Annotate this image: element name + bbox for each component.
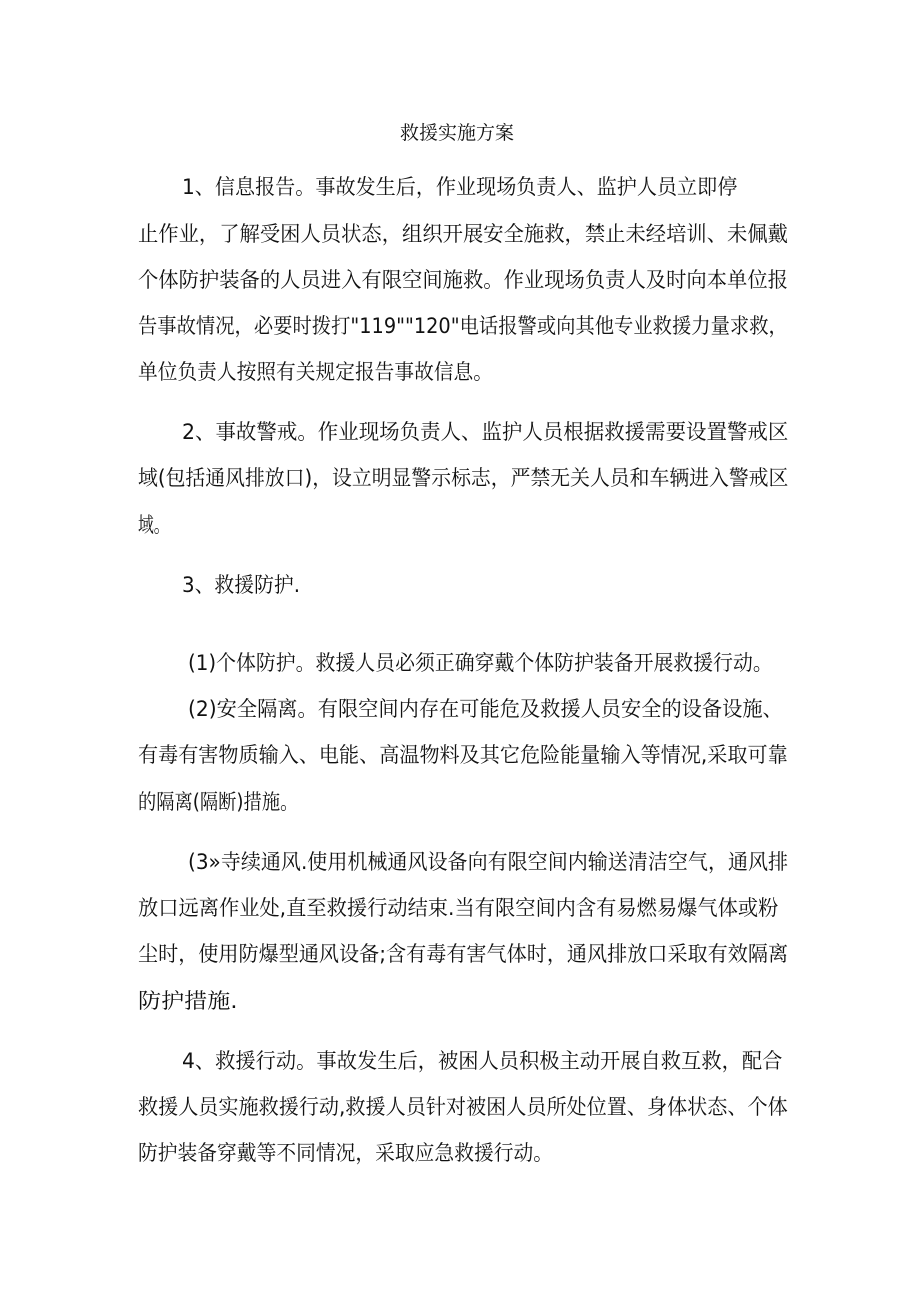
paragraph-line: 放口远离作业处,直至救援行动结束.当有限空间内含有易燃易爆气体或粉 bbox=[138, 896, 779, 920]
paragraph-line: 防护措施. bbox=[138, 989, 238, 1013]
paragraph-line: 单位负责人按照有关规定报告事故信息。 bbox=[138, 360, 493, 384]
document-title: 救援实施方案 bbox=[400, 122, 515, 144]
paragraph-line: 4、救援行动。事故发生后，被困人员积极主动开展自救互救，配合 bbox=[182, 1049, 783, 1073]
paragraph-line: 防护装备穿戴等不同情况，采取应急救援行动。 bbox=[138, 1141, 553, 1165]
section-heading: 3、救援防护. bbox=[182, 573, 301, 597]
paragraph-line: 个体防护装备的人员进入有限空间施救。作业现场负责人及时向本单位报 bbox=[138, 268, 788, 292]
paragraph-line: (3»寺续通风.使用机械通风设备向有限空间内输送清洁空气，通风排 bbox=[188, 850, 789, 874]
paragraph-line: 域。 bbox=[138, 513, 170, 537]
paragraph-line: 的隔离(隔断)措施。 bbox=[138, 790, 299, 814]
paragraph-line: 告事故情况，必要时拨打"119""120"电话报警或向其他专业救援力量求救， bbox=[138, 314, 788, 338]
paragraph-line: 2、事故警戒。作业现场负责人、监护人员根据救援需要设置警戒区 bbox=[182, 420, 789, 444]
paragraph-line: 1、信息报告。事故发生后，作业现场负责人、监护人员立即停 bbox=[182, 175, 738, 199]
paragraph-line: 域(包括通风排放口)，设立明显警示标志，严禁无关人员和车辆进入警戒区 bbox=[138, 466, 789, 490]
paragraph-line: 止作业，了解受困人员状态，组织开展安全施救，禁止未经培训、未佩戴 bbox=[138, 222, 788, 246]
paragraph-line: (2)安全隔离。有限空间内存在可能危及救援人员安全的设备设施、 bbox=[188, 697, 783, 721]
paragraph-line: 有毒有害物质输入、电能、高温物料及其它危险能量输入等情况,采取可靠 bbox=[138, 743, 788, 767]
paragraph-line: 尘时，使用防爆型通风设备;含有毒有害气体时，通风排放口采取有效隔离 bbox=[138, 942, 789, 966]
paragraph-line: 救援人员实施救援行动,救援人员针对被困人员所处位置、身体状态、个体 bbox=[138, 1095, 788, 1119]
paragraph-line: (1)个体防护。救援人员必须正确穿戴个体防护装备开展救援行动。 bbox=[188, 651, 773, 675]
